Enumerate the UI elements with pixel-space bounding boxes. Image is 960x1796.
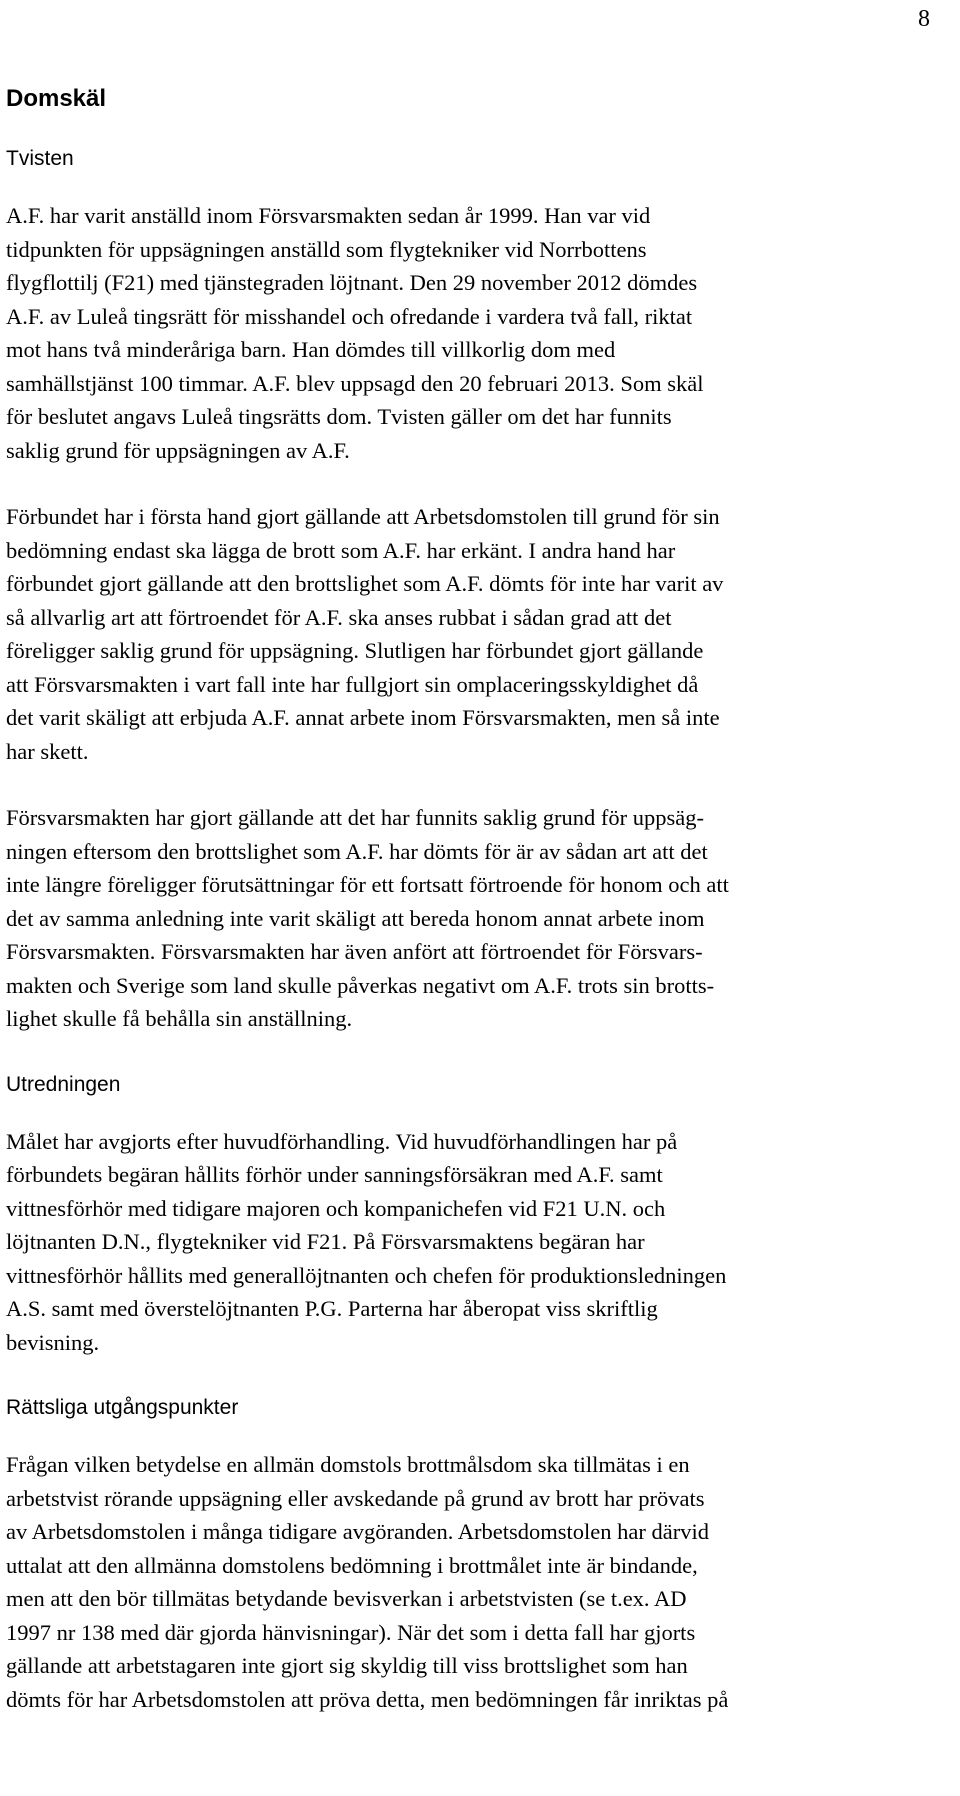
text-line: 1997 nr 138 med där gjorda hänvisningar). När det som i detta fall har gjorts — [6, 1619, 696, 1645]
text-line: samhällstjänst 100 timmar. A.F. blev uppsagd den 20 februari 2013. Som skäl — [6, 370, 704, 396]
text-line: vittnesförhör hållits med generallöjtnanten och chefen för produktionsledningen — [6, 1262, 727, 1288]
text-line: det av samma anledning inte varit skäligt att bereda honom annat arbete inom — [6, 905, 705, 931]
text-line: så allvarlig art att förtroendet för A.F. ska anses rubbat i sådan grad att det — [6, 604, 672, 630]
text-line: A.F. av Luleå tingsrätt för misshandel och ofredande i vardera två fall, riktat — [6, 303, 693, 329]
text-line: Frågan vilken betydelse en allmän domstols brottmålsdom ska tillmätas i en — [6, 1452, 690, 1477]
text-line: Försvarsmakten har gjort gällande att det har funnits saklig grund för uppsäg- — [6, 805, 704, 830]
text-line: förbundets begäran hållits förhör under sanningsförsäkran med A.F. samt — [6, 1162, 663, 1187]
text-line: flygflottilj (F21) med tjänstegraden löjtnant. Den 29 november 2012 dömdes — [6, 270, 698, 295]
text-line: makten och Sverige som land skulle påverkas negativt om A.F. trots sin brotts- — [6, 972, 715, 998]
subheading-rattsliga-utgangspunkter: Rättsliga utgångspunkter — [6, 1396, 239, 1419]
text-line: det varit skäligt att erbjuda A.F. annat arbete inom Försvarsmakten, men så inte — [6, 705, 720, 730]
text-line: tidpunkten för uppsägningen anställd som flygtekniker vid Norrbottens — [6, 236, 647, 262]
text-line: Målet har avgjorts efter huvudförhandling. Vid huvudförhandlingen har på — [6, 1128, 678, 1154]
text-line: har skett. — [6, 738, 89, 764]
paragraph — [6, 801, 956, 1036]
text-line: för beslutet angavs Luleå tingsrätts dom. Tvisten gäller om det har funnits — [6, 404, 672, 429]
text-line: saklig grund för uppsägningen av A.F. — [6, 437, 350, 463]
section-heading-domskal: Domskäl — [6, 85, 107, 112]
text-line: att Försvarsmakten i vart fall inte har fullgjort sin omplaceringsskyldighet då — [6, 671, 699, 697]
paragraph — [6, 199, 956, 467]
text-line: gällande att arbetstagaren inte gjort sig skyldig till viss brottslighet som han — [6, 1653, 688, 1678]
text-line: A.F. har varit anställd inom Försvarsmakten sedan år 1999. Han var vid — [6, 203, 651, 228]
text-line: dömts för har Arbetsdomstolen att pröva detta, men bedömningen får inriktas på — [6, 1686, 729, 1712]
text-line: föreligger saklig grund för uppsägning. Slutligen har förbundet gjort gällande — [6, 638, 704, 663]
paragraph — [6, 1448, 956, 1716]
page-number: 8 — [918, 6, 930, 32]
text-line: men att den bör tillmätas betydande bevisverkan i arbetstvisten (se t.ex. AD — [6, 1586, 687, 1611]
text-line: inte längre föreligger förutsättningar för ett fortsatt förtroende för honom och att — [6, 872, 729, 897]
paragraph — [6, 1125, 956, 1360]
text-line: lighet skulle få behålla sin anställning. — [6, 1006, 353, 1031]
subheading-tvisten: Tvisten — [6, 147, 74, 170]
text-line: mot hans två minderåriga barn. Han dömdes till villkorlig dom med — [6, 337, 616, 362]
text-line: förbundet gjort gällande att den brottslighet som A.F. dömts för inte har varit av — [6, 571, 724, 596]
document-body — [6, 83, 956, 1749]
text-line: vittnesförhör med tidigare majoren och kompanichefen vid F21 U.N. och — [6, 1195, 666, 1221]
text-line: löjtnanten D.N., flygtekniker vid F21. På Försvarsmaktens begäran har — [6, 1229, 645, 1254]
subheading-utredningen: Utredningen — [6, 1072, 121, 1096]
text-line: uttalat att den allmänna domstolens bedömning i brottmålet inte är bindande, — [6, 1552, 698, 1578]
text-line: ningen eftersom den brottslighet som A.F. har dömts för är av sådan art att det — [6, 838, 708, 864]
text-line: Förbundet har i första hand gjort gällande att Arbetsdomstolen till grund för sin — [6, 504, 720, 529]
text-line: bedömning endast ska lägga de brott som A.F. har erkänt. I andra hand har — [6, 537, 676, 563]
text-line: arbetstvist rörande uppsägning eller avskedande på grund av brott har prövats — [6, 1485, 705, 1511]
text-line: bevisning. — [6, 1329, 100, 1355]
text-line: A.S. samt med överstelöjtnanten P.G. Parterna har åberopat viss skriftlig — [6, 1296, 658, 1321]
paragraph — [6, 500, 956, 768]
text-line: av Arbetsdomstolen i många tidigare avgöranden. Arbetsdomstolen har därvid — [6, 1519, 709, 1544]
text-line: Försvarsmakten. Försvarsmakten har även anfört att förtroendet för Försvars- — [6, 939, 703, 964]
